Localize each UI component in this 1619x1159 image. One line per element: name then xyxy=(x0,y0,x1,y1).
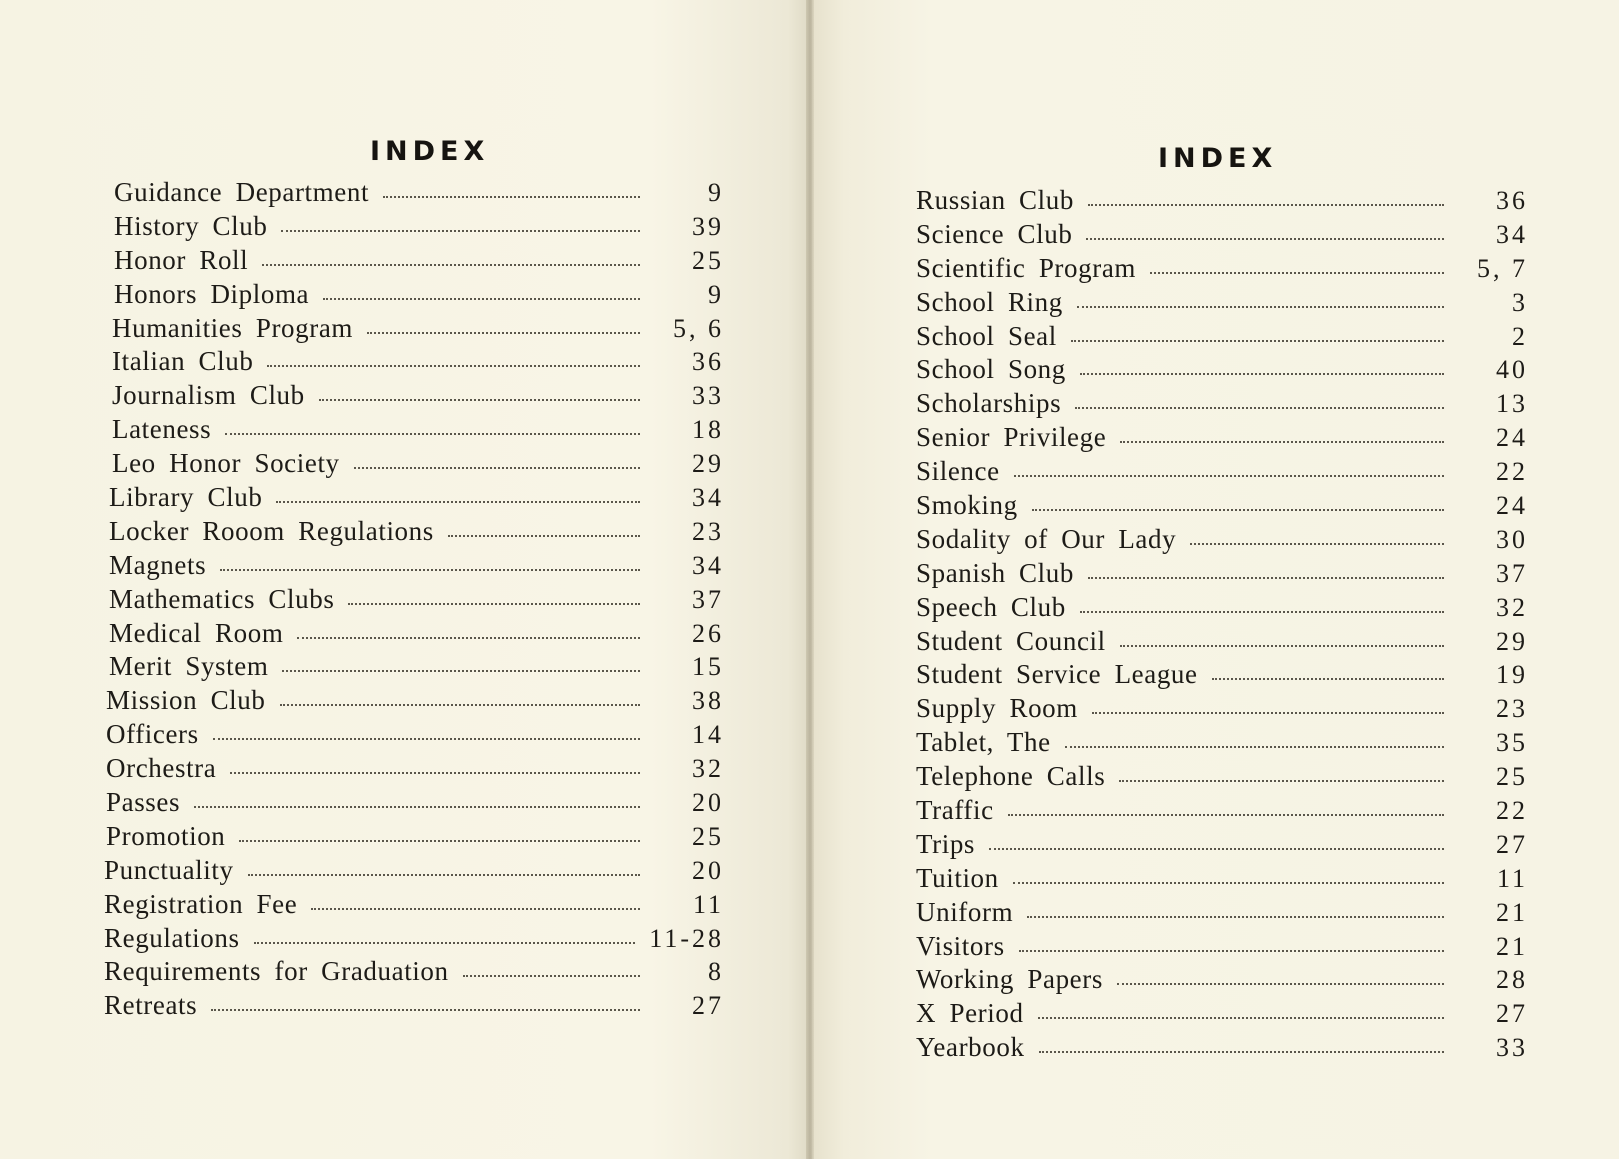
dot-leader xyxy=(1088,198,1444,206)
index-entry xyxy=(109,651,724,685)
index-entry-page-number: 38 xyxy=(692,686,724,716)
index-entry-page-number: 14 xyxy=(692,720,724,750)
dot-leader xyxy=(1071,334,1444,342)
index-entry-term: Locker Rooom Regulations xyxy=(109,515,434,546)
index-entry-page-number: 37 xyxy=(692,584,724,614)
index-entry-term: Student Service League xyxy=(916,659,1198,690)
index-entry-page-number: 32 xyxy=(1496,592,1528,622)
dot-leader xyxy=(1039,1045,1444,1053)
index-entry-page-number: 18 xyxy=(692,415,724,445)
index-entry-term: Russian Club xyxy=(916,185,1074,215)
index-entry-term: Telephone Calls xyxy=(916,761,1106,792)
index-entry xyxy=(106,821,724,855)
index-entry-page-number: 25 xyxy=(692,245,724,275)
index-entry-page-number: 29 xyxy=(1496,626,1528,656)
index-entry-page-number: 11-28 xyxy=(649,923,724,953)
index-entry-term: Working Papers xyxy=(916,964,1103,995)
index-entry xyxy=(916,931,1528,965)
dot-leader xyxy=(448,529,640,537)
index-entry-page-number: 36 xyxy=(1496,186,1528,215)
index-entry xyxy=(916,761,1528,795)
index-entry xyxy=(916,388,1528,422)
index-entry xyxy=(104,889,724,923)
dot-leader xyxy=(367,326,640,334)
dot-leader xyxy=(282,664,640,672)
index-entry-term: Officers xyxy=(106,719,199,750)
dot-leader xyxy=(323,292,640,300)
dot-leader xyxy=(1019,944,1444,952)
index-entry xyxy=(916,422,1528,456)
index-entry-term: X Period xyxy=(916,998,1024,1029)
dot-leader xyxy=(1088,571,1444,579)
index-entry-page-number: 23 xyxy=(1496,694,1528,724)
index-entry xyxy=(916,897,1528,931)
dot-leader xyxy=(1212,672,1444,680)
index-entry xyxy=(112,346,724,380)
index-entry-term: Science Club xyxy=(916,218,1073,249)
index-entry xyxy=(106,753,724,787)
index-entry-page-number: 24 xyxy=(1496,423,1528,453)
right-index-list xyxy=(916,185,1528,1066)
index-entry xyxy=(114,279,724,313)
index-entry-page-number: 22 xyxy=(1496,796,1528,826)
index-entry-page-number: 11 xyxy=(1496,863,1528,893)
index-entry-term: School Seal xyxy=(916,320,1057,351)
index-entry-page-number: 36 xyxy=(692,347,724,377)
dot-leader xyxy=(1120,435,1444,443)
index-entry xyxy=(114,245,724,279)
index-entry-page-number: 23 xyxy=(692,516,724,546)
dot-leader xyxy=(463,969,640,977)
index-entry-term: Passes xyxy=(106,787,181,818)
index-entry xyxy=(916,287,1528,321)
index-entry xyxy=(104,923,724,957)
index-entry-term: Lateness xyxy=(112,414,212,445)
index-entry-page-number: 19 xyxy=(1496,660,1528,690)
index-entry-page-number: 34 xyxy=(692,550,724,580)
dot-leader xyxy=(211,1003,640,1011)
index-entry-term: Supply Room xyxy=(916,693,1078,724)
index-entry-page-number: 25 xyxy=(692,821,724,851)
dot-leader xyxy=(262,258,640,266)
index-entry xyxy=(109,618,724,652)
index-entry-term: History Club xyxy=(114,210,268,241)
index-entry-term: Merit System xyxy=(109,651,269,682)
book-gutter xyxy=(806,0,814,1159)
index-entry xyxy=(106,787,724,821)
right-page-title: INDEX xyxy=(1158,143,1278,174)
index-entry-page-number: 3 xyxy=(1512,287,1528,317)
dot-leader xyxy=(213,732,640,740)
index-entry-page-number: 20 xyxy=(692,855,724,885)
dot-leader xyxy=(383,190,640,198)
index-entry-term: Retreats xyxy=(104,990,198,1021)
index-entry-page-number: 11 xyxy=(692,889,724,919)
index-entry-term: Tablet, The xyxy=(916,727,1051,758)
index-entry xyxy=(916,829,1528,863)
dot-leader xyxy=(1080,605,1444,613)
index-entry-page-number: 22 xyxy=(1496,457,1528,487)
index-entry-page-number: 24 xyxy=(1496,491,1528,521)
dot-leader xyxy=(267,359,640,367)
index-entry-term: Yearbook xyxy=(916,1032,1025,1063)
dot-leader xyxy=(230,766,640,774)
dot-leader xyxy=(311,902,640,910)
index-entry xyxy=(109,482,724,516)
dot-leader xyxy=(254,936,636,944)
index-entry xyxy=(916,693,1528,727)
index-entry xyxy=(916,998,1528,1032)
index-entry-page-number: 27 xyxy=(1496,829,1528,859)
dot-leader xyxy=(297,631,640,639)
index-entry xyxy=(916,354,1528,388)
index-entry-page-number: 35 xyxy=(1496,728,1528,758)
index-entry-page-number: 33 xyxy=(1496,1033,1528,1063)
dot-leader xyxy=(1120,639,1444,647)
dot-leader xyxy=(1092,706,1444,714)
index-entry xyxy=(916,219,1528,253)
left-index-list xyxy=(104,177,724,1024)
dot-leader xyxy=(354,461,640,469)
index-entry xyxy=(114,177,724,211)
index-entry xyxy=(109,516,724,550)
dot-leader xyxy=(1038,1011,1444,1019)
index-entry-page-number: 21 xyxy=(1496,931,1528,961)
index-entry-term: Humanities Program xyxy=(112,312,354,343)
index-entry xyxy=(114,211,724,245)
index-entry-term: Sodality of Our Lady xyxy=(916,523,1177,554)
index-entry-term: Italian Club xyxy=(112,346,254,377)
index-entry-term: Smoking xyxy=(916,490,1018,521)
index-entry xyxy=(104,956,724,990)
dot-leader xyxy=(1080,367,1444,375)
dot-leader xyxy=(1014,469,1444,477)
dot-leader xyxy=(1032,503,1444,511)
index-entry xyxy=(916,185,1528,219)
index-entry xyxy=(916,490,1528,524)
index-entry xyxy=(112,380,724,414)
index-entry-term: Medical Room xyxy=(109,617,284,648)
index-entry-page-number: 9 xyxy=(708,279,724,309)
index-entry-page-number: 2 xyxy=(1512,321,1528,351)
index-entry-page-number: 30 xyxy=(1496,524,1528,554)
index-entry xyxy=(112,313,724,347)
index-entry-term: Magnets xyxy=(109,549,207,580)
index-entry-page-number: 15 xyxy=(692,652,724,682)
index-entry-page-number: 32 xyxy=(692,754,724,784)
index-entry-page-number: 8 xyxy=(708,957,724,987)
index-entry-term: Tuition xyxy=(916,862,999,893)
dot-leader xyxy=(1075,401,1444,409)
index-entry-term: Visitors xyxy=(916,930,1005,961)
index-entry-term: Traffic xyxy=(916,795,994,826)
index-entry-term: Guidance Department xyxy=(114,177,370,207)
dot-leader xyxy=(1190,537,1444,545)
index-entry xyxy=(916,795,1528,829)
dot-leader xyxy=(225,427,640,435)
index-entry-term: Library Club xyxy=(109,482,263,513)
index-entry-term: Honors Diploma xyxy=(114,278,310,309)
index-entry-term: Student Council xyxy=(916,625,1106,656)
dot-leader xyxy=(1008,808,1444,816)
index-entry-term: Registration Fee xyxy=(104,888,298,919)
index-entry-term: School Ring xyxy=(916,286,1063,317)
dot-leader xyxy=(989,842,1444,850)
dot-leader xyxy=(220,563,640,571)
index-entry xyxy=(109,584,724,618)
dot-leader xyxy=(1065,740,1444,748)
index-entry-page-number: 39 xyxy=(692,211,724,241)
index-entry-term: Mathematics Clubs xyxy=(109,583,335,614)
index-entry xyxy=(916,558,1528,592)
index-entry-term: Scholarships xyxy=(916,388,1062,419)
dot-leader xyxy=(248,868,640,876)
dot-leader xyxy=(1119,774,1444,782)
index-entry-term: Honor Roll xyxy=(114,244,249,275)
index-entry xyxy=(916,321,1528,355)
dot-leader xyxy=(1086,232,1444,240)
index-entry-page-number: 27 xyxy=(692,991,724,1021)
index-entry-page-number: 34 xyxy=(1496,219,1528,249)
index-entry-term: Journalism Club xyxy=(112,380,305,411)
index-entry-term: Regulations xyxy=(104,922,240,953)
index-entry xyxy=(916,659,1528,693)
index-entry-term: Mission Club xyxy=(106,685,266,716)
index-entry-page-number: 5, 7 xyxy=(1477,253,1528,283)
index-entry xyxy=(916,592,1528,626)
index-entry xyxy=(106,719,724,753)
index-entry xyxy=(112,414,724,448)
dot-leader xyxy=(319,393,640,401)
index-entry-page-number: 26 xyxy=(692,618,724,648)
index-entry xyxy=(916,727,1528,761)
index-entry xyxy=(916,626,1528,660)
right-page xyxy=(812,0,1619,1159)
index-entry-page-number: 27 xyxy=(1496,999,1528,1029)
index-entry-term: Silence xyxy=(916,456,1000,487)
index-entry-term: Trips xyxy=(916,828,976,859)
index-entry-page-number: 34 xyxy=(692,483,724,513)
index-entry-page-number: 20 xyxy=(692,788,724,818)
index-entry-term: Promotion xyxy=(106,820,226,851)
index-entry-term: Leo Honor Society xyxy=(112,448,340,479)
index-entry xyxy=(916,524,1528,558)
dot-leader xyxy=(280,698,641,706)
index-entry-term: Spanish Club xyxy=(916,557,1074,588)
dot-leader xyxy=(1027,910,1444,918)
index-entry-page-number: 13 xyxy=(1496,389,1528,419)
index-entry-term: School Song xyxy=(916,354,1066,385)
index-entry xyxy=(104,855,724,889)
dot-leader xyxy=(276,495,640,503)
index-entry-page-number: 28 xyxy=(1496,965,1528,995)
dot-leader xyxy=(1013,876,1444,884)
index-entry-term: Requirements for Graduation xyxy=(104,956,449,987)
index-entry-page-number: 40 xyxy=(1496,355,1528,385)
index-entry xyxy=(916,863,1528,897)
left-page-title: INDEX xyxy=(370,136,490,167)
index-entry-term: Punctuality xyxy=(104,854,234,885)
index-entry xyxy=(916,253,1528,287)
index-entry xyxy=(916,964,1528,998)
index-entry-page-number: 33 xyxy=(692,381,724,411)
dot-leader xyxy=(239,834,640,842)
index-entry-page-number: 37 xyxy=(1496,558,1528,588)
index-entry xyxy=(109,550,724,584)
index-entry xyxy=(112,448,724,482)
dot-leader xyxy=(1150,266,1444,274)
index-entry xyxy=(106,685,724,719)
dot-leader xyxy=(348,597,640,605)
dot-leader xyxy=(1077,300,1444,308)
index-entry-page-number: 21 xyxy=(1496,897,1528,927)
index-entry-page-number: 25 xyxy=(1496,762,1528,792)
index-entry-term: Uniform xyxy=(916,896,1014,927)
index-entry-term: Scientific Program xyxy=(916,252,1136,283)
index-entry-page-number: 5, 6 xyxy=(673,313,724,343)
index-entry-page-number: 9 xyxy=(708,178,724,207)
index-entry xyxy=(916,1032,1528,1066)
dot-leader xyxy=(281,224,640,232)
dot-leader xyxy=(194,800,640,808)
index-entry-term: Orchestra xyxy=(106,753,217,784)
index-entry-term: Speech Club xyxy=(916,591,1066,622)
index-entry-page-number: 29 xyxy=(692,449,724,479)
index-entry-term: Senior Privilege xyxy=(916,422,1107,453)
index-entry xyxy=(916,456,1528,490)
dot-leader xyxy=(1117,977,1444,985)
index-entry xyxy=(104,990,724,1024)
